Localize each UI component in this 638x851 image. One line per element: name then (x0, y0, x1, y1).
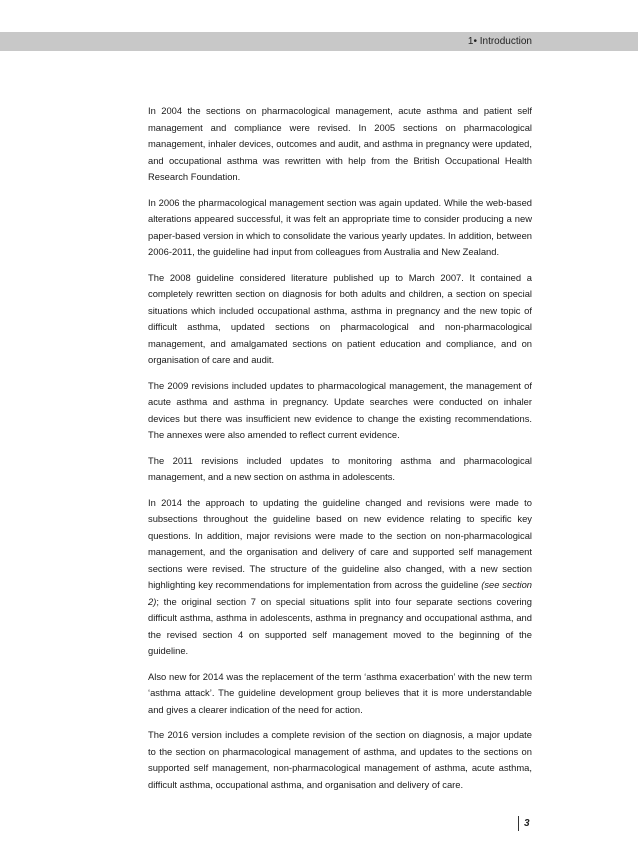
paragraph-2014-approach (148, 495, 532, 660)
body-text (148, 103, 532, 802)
section-2-reference: (see section 2) (148, 579, 532, 607)
paragraph-2008-guideline: The 2008 guideline considered literature published up to March 2007. It contained a completely rewritten section on diagnosis for both adults and children, a section on special situations which included occupational asthma, asthma in pregnancy and the new topic of difficult asthma, updated sections on pharmacological and non-pharmacological management, and amalgamated sections on patient education and compliance, and on organisation of care and audit. (148, 271, 532, 365)
page-number: 3 (518, 816, 530, 831)
paragraph-2006-update: In 2006 the pharmacological management section was again updated. While the web-based alterations appeared successful, it was felt an appropriate time to consider producing a new paper-based version in which to consolidate the various yearly updates. In addition, between 2006-2011, the guideline had input from colleagues from Australia and New Zealand. (148, 196, 532, 257)
paragraph-2004-revisions: In 2004 the sections on pharmacological management, acute asthma and patient self management and compliance were revised. In 2005 sections on pharmacological management, inhaler devices, outcomes and audit, and asthma in pregnancy were updated, and occupational asthma was rewritten with help from the British Occupational Health Research Foundation. (148, 105, 532, 182)
running-header-bar (0, 32, 638, 51)
paragraph-2014-text-end: ; the original section 7 on special situations split into four separate sections covering difficult asthma, asthma in adolescents, asthma in pregnancy and occupational asthma, and the revised section 4 on supported self management moved to the beginning of the guideline. (148, 595, 532, 656)
paragraph-2014-terminology: Also new for 2014 was the replacement of the term ‘asthma exacerbation’ with the new term ‘asthma attack’. The guideline development group believes that it is more understandable and gives a clearer indication of the need for action. (148, 670, 532, 715)
paragraph-2016-version: The 2016 version includes a complete revision of the section on diagnosis, a major update to the section on pharmacological management of asthma, and updates to the sections on supported self management, non-pharmacological management of asthma, acute asthma, difficult asthma, occupational asthma, and organisation and delivery of care. (148, 729, 532, 790)
paragraph-2009-revisions: The 2009 revisions included updates to pharmacological management, the management of acute asthma and asthma in pregnancy. Update searches were conducted on inhaler devices but there was insufficient new evidence to change the existing recommendations. The annexes were also amended to reflect current evidence. (148, 379, 532, 440)
paragraph-2014-text-start: In 2014 the approach to updating the guideline changed and revisions were made to subsections throughout the guideline based on new evidence relating to specific key questions. In addition, major revisions were made to the section on non-pharmacological management, and the organisation and delivery of care and supported self management sections were revised. The structure of the guideline also changed, with a new section highlighting key recommendations for implementation from across the guideline (148, 496, 532, 590)
paragraph-2011-revisions: The 2011 revisions included updates to monitoring asthma and pharmacological management, and a new section on asthma in adolescents. (148, 454, 532, 482)
running-header-section: 1• Introduction (467, 36, 532, 47)
